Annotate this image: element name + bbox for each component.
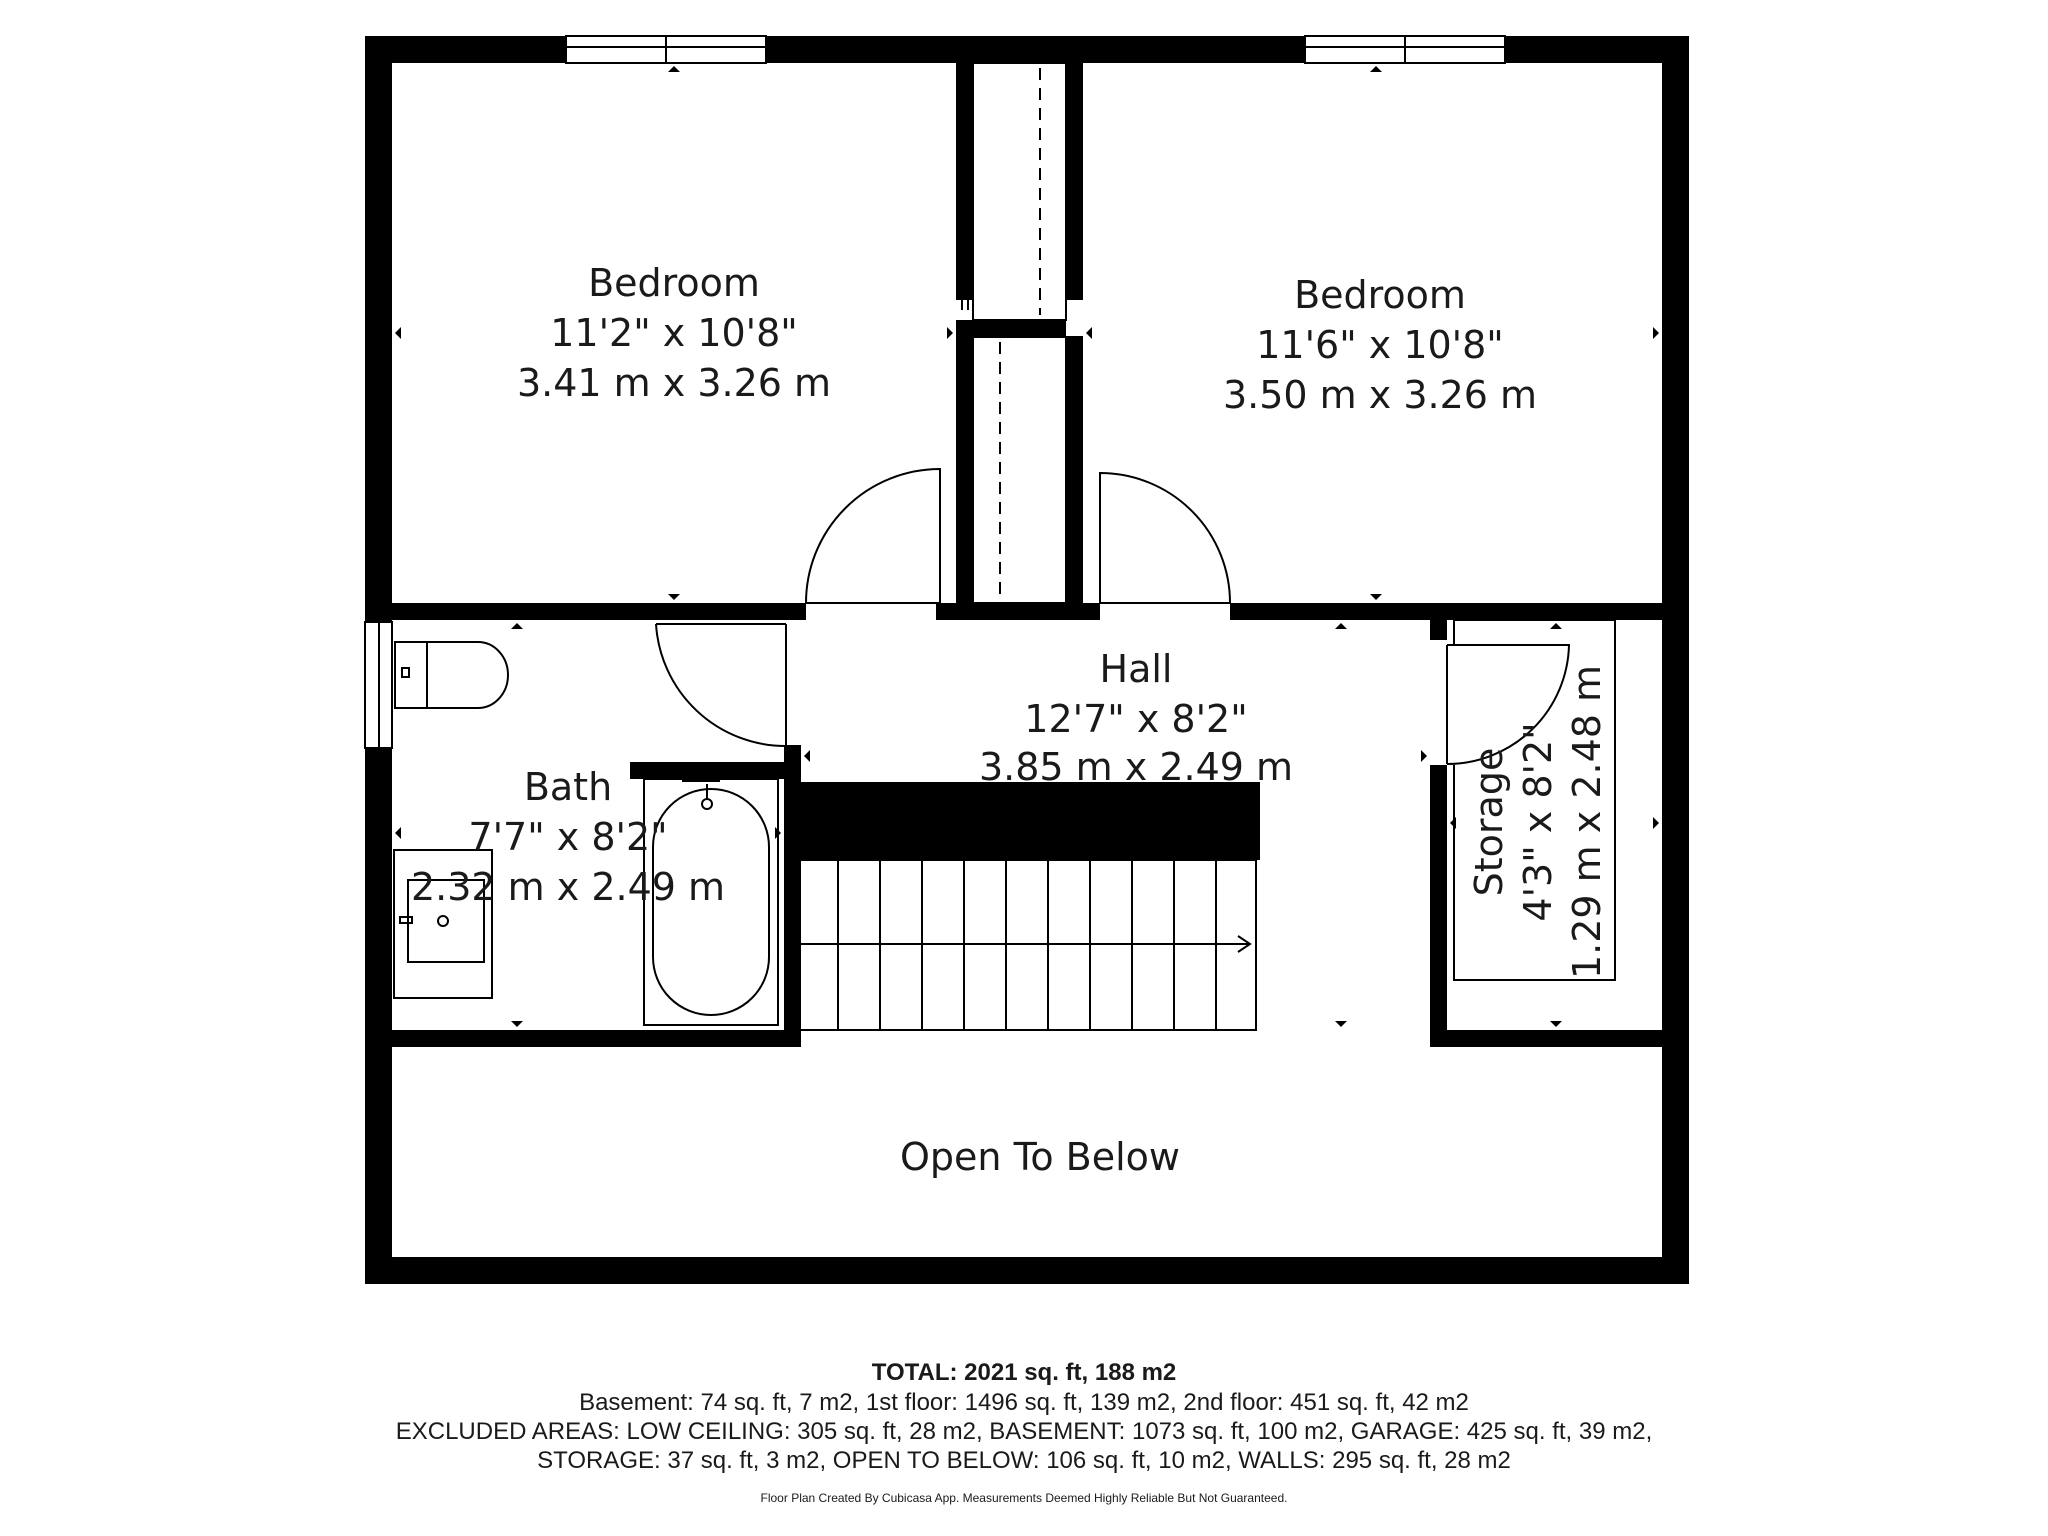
- room-name: Storage: [1467, 747, 1511, 897]
- room-name: Bedroom: [588, 261, 760, 305]
- excluded-areas-continued: STORAGE: 37 sq. ft, 3 m2, OPEN TO BELOW: 106 sq. ft, 10 m2, WALLS: 295 sq. ft, 28 m2: [537, 1447, 1511, 1474]
- walls: [365, 36, 1689, 1284]
- room-dim-imperial: 12'7" x 8'2": [1024, 697, 1248, 741]
- room-open-to-below: [900, 1135, 1180, 1179]
- room-dim-imperial: 11'2" x 10'8": [550, 311, 798, 355]
- room-hall: [979, 647, 1293, 789]
- excluded-areas: EXCLUDED AREAS: LOW CEILING: 305 sq. ft, 28 m2, BASEMENT: 1073 sq. ft, 100 m2, GARAGE: 425 sq. ft, 39 m2,: [395, 1418, 1653, 1445]
- room-dim-metric: 2.32 m x 2.49 m: [410, 865, 726, 909]
- room-name: Open To Below: [900, 1135, 1180, 1179]
- room-bedroom-right: [1223, 273, 1537, 417]
- room-bath: [411, 765, 725, 909]
- room-name: Hall: [1099, 647, 1173, 691]
- floor-areas: Basement: 74 sq. ft, 7 m2, 1st floor: 1496 sq. ft, 139 m2, 2nd floor: 451 sq. ft, 42 m2: [579, 1389, 1469, 1416]
- room-dim-metric: 3.41 m x 3.26 m: [516, 361, 832, 405]
- room-dim-metric: 3.50 m x 3.26 m: [1222, 373, 1538, 417]
- room-name: Bedroom: [1294, 273, 1466, 317]
- area-summary: [0, 1358, 2048, 1505]
- room-dim-metric: 1.29 m x 2.48 m: [1565, 664, 1609, 980]
- total-area: TOTAL: 2021 sq. ft, 188 m2: [871, 1359, 1177, 1386]
- staircase: [796, 860, 1256, 1030]
- room-dim-metric: 3.85 m x 2.49 m: [978, 745, 1294, 789]
- room-dim-imperial: 7'7" x 8'2": [468, 815, 668, 859]
- toilet-icon: [395, 642, 508, 708]
- room-storage: [1467, 665, 1609, 979]
- room-name: Bath: [523, 765, 613, 809]
- room-dim-imperial: 4'3" x 8'2": [1516, 722, 1560, 922]
- disclaimer: Floor Plan Created By Cubicasa App. Measurements Deemed Highly Reliable But Not Guaranteed.: [760, 1491, 1288, 1505]
- room-dim-imperial: 11'6" x 10'8": [1256, 323, 1504, 367]
- room-bedroom-left: [517, 261, 831, 405]
